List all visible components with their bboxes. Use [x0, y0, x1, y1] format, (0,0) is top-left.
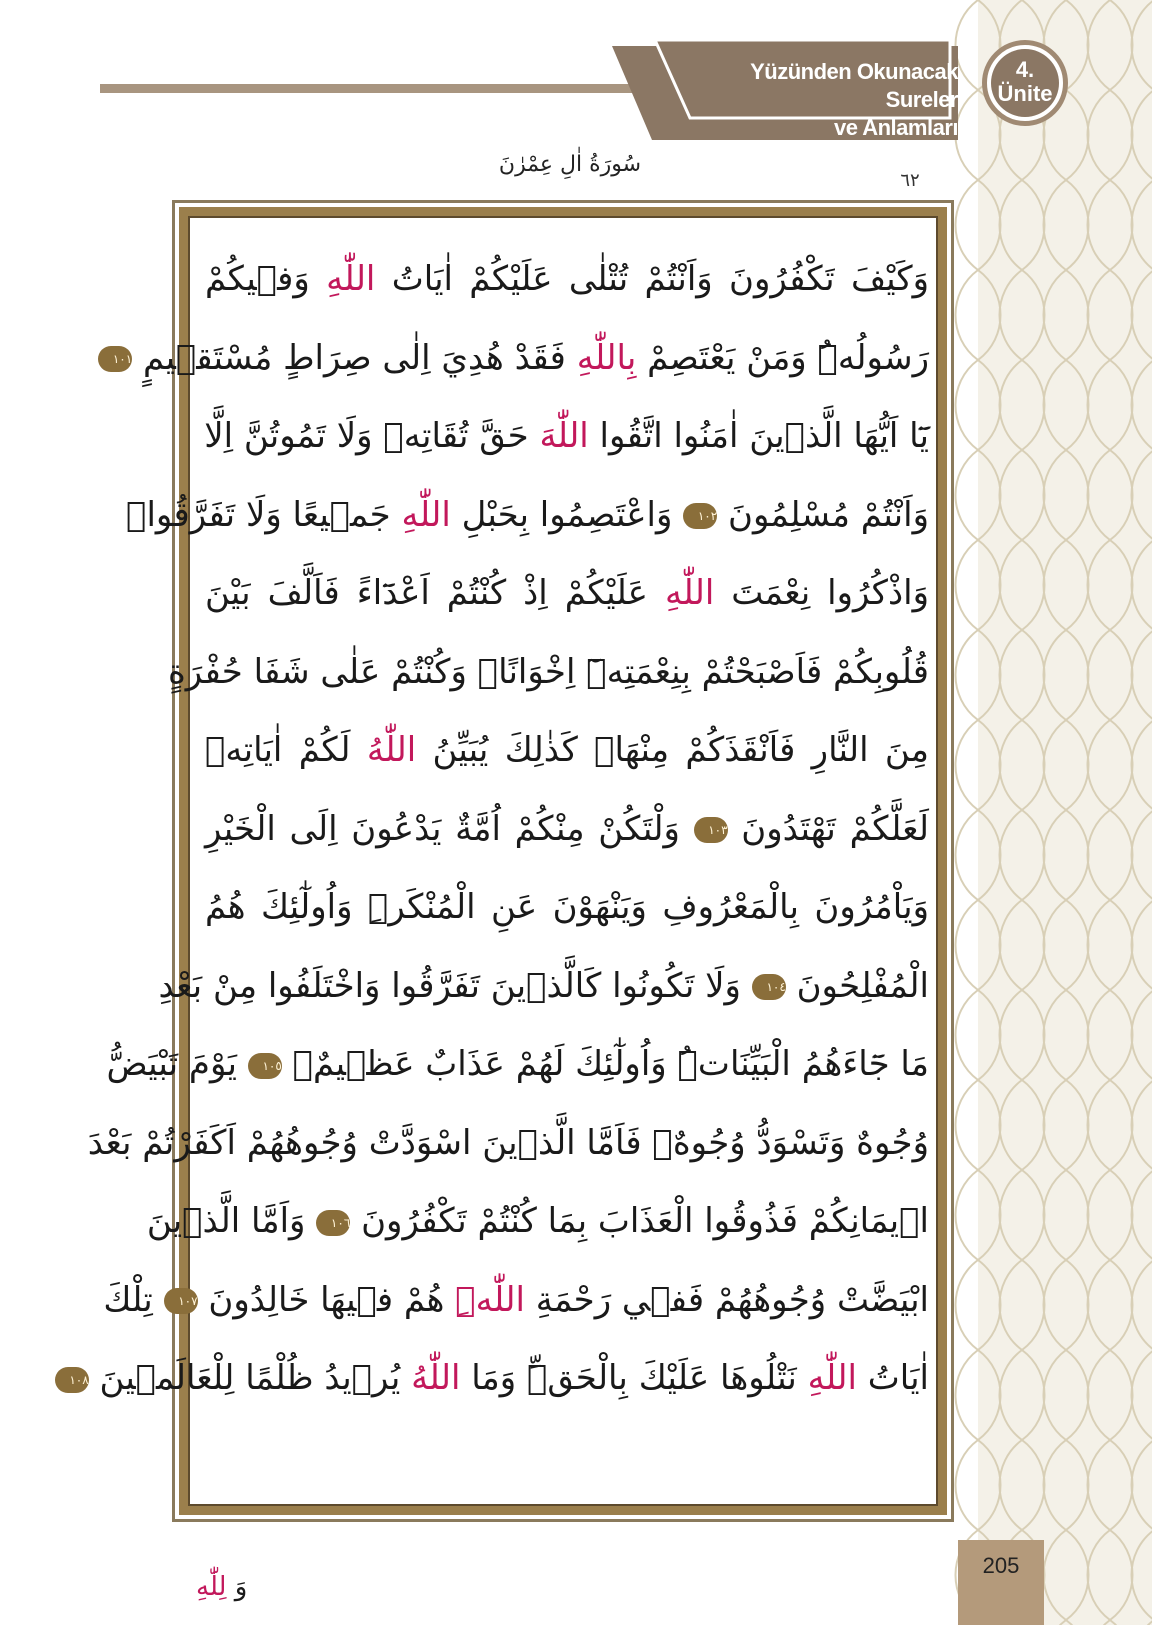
- verse-segment: وَاذْكُرُوا نِعْمَتَ: [714, 573, 930, 613]
- verse-segment: اٰيَاتُ: [856, 1358, 929, 1398]
- ayah-marker: ١٠١: [98, 346, 132, 372]
- verse-segment: وَاَنْتُمْ مُسْلِمُونَ: [717, 494, 929, 535]
- divine-name: اللّٰهِۜ: [455, 1279, 525, 1320]
- verse-line: [167, 633, 929, 712]
- verse-line: [106, 1025, 929, 1104]
- verse-segment: اٖيمَانِكُمْ فَذُوقُوا الْعَذَابَ بِمَا كُنْتُمْ تَكْفُرُونَ: [350, 1201, 929, 1241]
- verse-segment: يُرٖيدُ ظُلْمًا لِلْعَالَمٖينَ: [88, 1358, 412, 1398]
- surah-title: سُورَةُ اٰلِ عِمْرٰنَ: [498, 152, 642, 177]
- verse-segment: تِلْكَ: [103, 1279, 164, 1320]
- divine-name: اللّٰهِ: [401, 494, 451, 535]
- unit-title-line1: Yüzünden Okunacak Sureler: [750, 59, 958, 112]
- verse-line: [69, 1339, 929, 1418]
- ayah-marker: ١٠٧: [164, 1288, 198, 1314]
- verse-segment: رَسُولُهُۜ وَمَنْ يَعْتَصِمْ: [636, 337, 929, 378]
- verse-segment: فَقَدْ هُدِيَ اِلٰى صِرَاطٍ مُسْتَقٖيمٍ: [132, 337, 577, 378]
- verse-segment: الْمُفْلِحُونَ: [785, 965, 929, 1006]
- header-banner: [0, 0, 1152, 160]
- verse-segment: هُمْ فٖيهَا خَالِدُونَ: [197, 1279, 456, 1320]
- verse-line: [205, 711, 929, 790]
- catchword: [196, 1572, 247, 1602]
- verse-segment: جَمٖيعًا وَلَا تَفَرَّقُواۖ: [126, 494, 402, 535]
- unit-label: Ünite: [997, 81, 1053, 106]
- verse-segment: نَتْلُوهَا عَلَيْكَ بِالْحَقِّۜ وَمَا: [460, 1358, 808, 1398]
- verse-line: [205, 790, 929, 869]
- divine-name: اللّٰهُ: [366, 730, 417, 770]
- divine-name: اللّٰهُ: [411, 1358, 461, 1398]
- divine-name: اللّٰهَ: [539, 416, 589, 456]
- unit-title-line2: ve Anlamları: [833, 115, 958, 140]
- verse-line: [146, 1182, 929, 1261]
- verse-segment: وَلَا تَكُونُوا كَالَّذٖينَ تَفَرَّقُوا وَاخْتَلَفُوا مِنْ بَعْدِ: [158, 965, 752, 1006]
- verse-line: [103, 1261, 929, 1340]
- divine-name: اللّٰهِ: [664, 573, 715, 613]
- unit-number: 4.: [1015, 57, 1035, 82]
- divine-name: اللّٰهِ: [326, 259, 376, 299]
- verse-segment: يَٓا اَيُّهَا الَّذٖينَ اٰمَنُوا اتَّقُوا: [588, 416, 929, 456]
- verse-segment: وَكَيْفَ تَكْفُرُونَ وَاَنْتُمْ تُتْلٰى عَلَيْكُمْ اٰيَاتُ: [375, 259, 930, 299]
- verse-segment: حَقَّ تُقَاتِهٖ وَلَا تَمُوتُنَّ اِلَّا: [204, 416, 540, 456]
- verse-segment: مَا جَٓاءَهُمُ الْبَيِّنَاتُۜ وَاُولٰٓئِكَ لَهُمْ عَذَابٌ عَظٖيمٌۙ: [281, 1044, 929, 1084]
- verse-segment: لَكُمْ اٰيَاتِهٖ: [205, 730, 367, 770]
- verse-segment: وَاعْتَصِمُوا بِحَبْلِ: [450, 494, 684, 535]
- verse-segment: لَعَلَّكُمْ تَهْتَدُونَ: [727, 808, 929, 849]
- ayah-marker: ١٠٤: [752, 974, 786, 1000]
- verse-line: [205, 554, 929, 633]
- verse-segment: قُلُوبِكُمْ فَاَصْبَحْتُمْ بِنِعْمَتِهٖٓ اِخْوَانًاۚ وَكُنْتُمْ عَلٰى شَفَا حُفْرَةٍ: [167, 651, 929, 692]
- verse-segment: ابْيَضَّتْ وُجُوهُهُمْ فَفٖي رَحْمَةِ: [524, 1279, 929, 1320]
- verse-segment: مِنَ النَّارِ فَاَنْقَذَكُمْ مِنْهَاۜ كَذٰلِكَ يُبَيِّنُ: [416, 730, 929, 770]
- verse-segment: عَلَيْكُمْ اِذْ كُنْتُمْ اَعْدَٓاءً فَاَلَّفَ بَيْنَ: [205, 573, 665, 613]
- mushaf-page-number: ٦٢: [900, 170, 920, 191]
- verse-line: [112, 319, 929, 398]
- verse-segment: يَوْمَ تَبْيَضُّ: [106, 1044, 248, 1084]
- verse-line: [126, 476, 929, 555]
- verse-line: [158, 947, 929, 1026]
- ayah-marker: ١٠٢: [683, 503, 717, 529]
- page-number: 205: [982, 1553, 1020, 1578]
- verse-line: [205, 240, 929, 319]
- ayah-marker: ١٠٥: [248, 1053, 282, 1079]
- verse-segment: وَاَمَّا الَّذٖينَ: [146, 1201, 317, 1241]
- verse-segment: وَيَاْمُرُونَ بِالْمَعْرُوفِ وَيَنْهَوْنَ عَنِ الْمُنْكَرِۜ وَاُولٰٓئِكَ هُمُ: [205, 887, 929, 927]
- divine-name: اللّٰهِ: [807, 1358, 857, 1398]
- ayah-marker: ١٠٣: [694, 817, 728, 843]
- verse-segment: وَفٖيكُمْ: [205, 259, 327, 299]
- verse-line: [205, 397, 929, 476]
- verse-line: [205, 868, 929, 947]
- verse-line: [87, 1104, 929, 1183]
- catchword-prefix: وَ: [234, 1572, 248, 1602]
- verse-segment: وَلْتَكُنْ مِنْكُمْ اُمَّةٌ يَدْعُونَ اِلَى الْخَيْرِ: [205, 808, 694, 849]
- unit-badge: [982, 40, 1068, 126]
- verse-segment: وُجُوهٌ وَتَسْوَدُّ وُجُوهٌۚ فَاَمَّا الَّذٖينَ اسْوَدَّتْ وُجُوهُهُمْ اَكَفَرْتُمْ بَعْدَ: [87, 1122, 929, 1163]
- ayah-marker: ١٠٦: [316, 1210, 350, 1236]
- ayah-marker: ١٠٨: [55, 1367, 89, 1393]
- decorative-lattice: [978, 0, 1152, 1625]
- unit-title: [690, 58, 958, 142]
- catchword-allah: لِلّٰهِ: [196, 1572, 227, 1602]
- verse-text: [69, 240, 930, 1496]
- divine-name: بِاللّٰهِ: [576, 337, 637, 378]
